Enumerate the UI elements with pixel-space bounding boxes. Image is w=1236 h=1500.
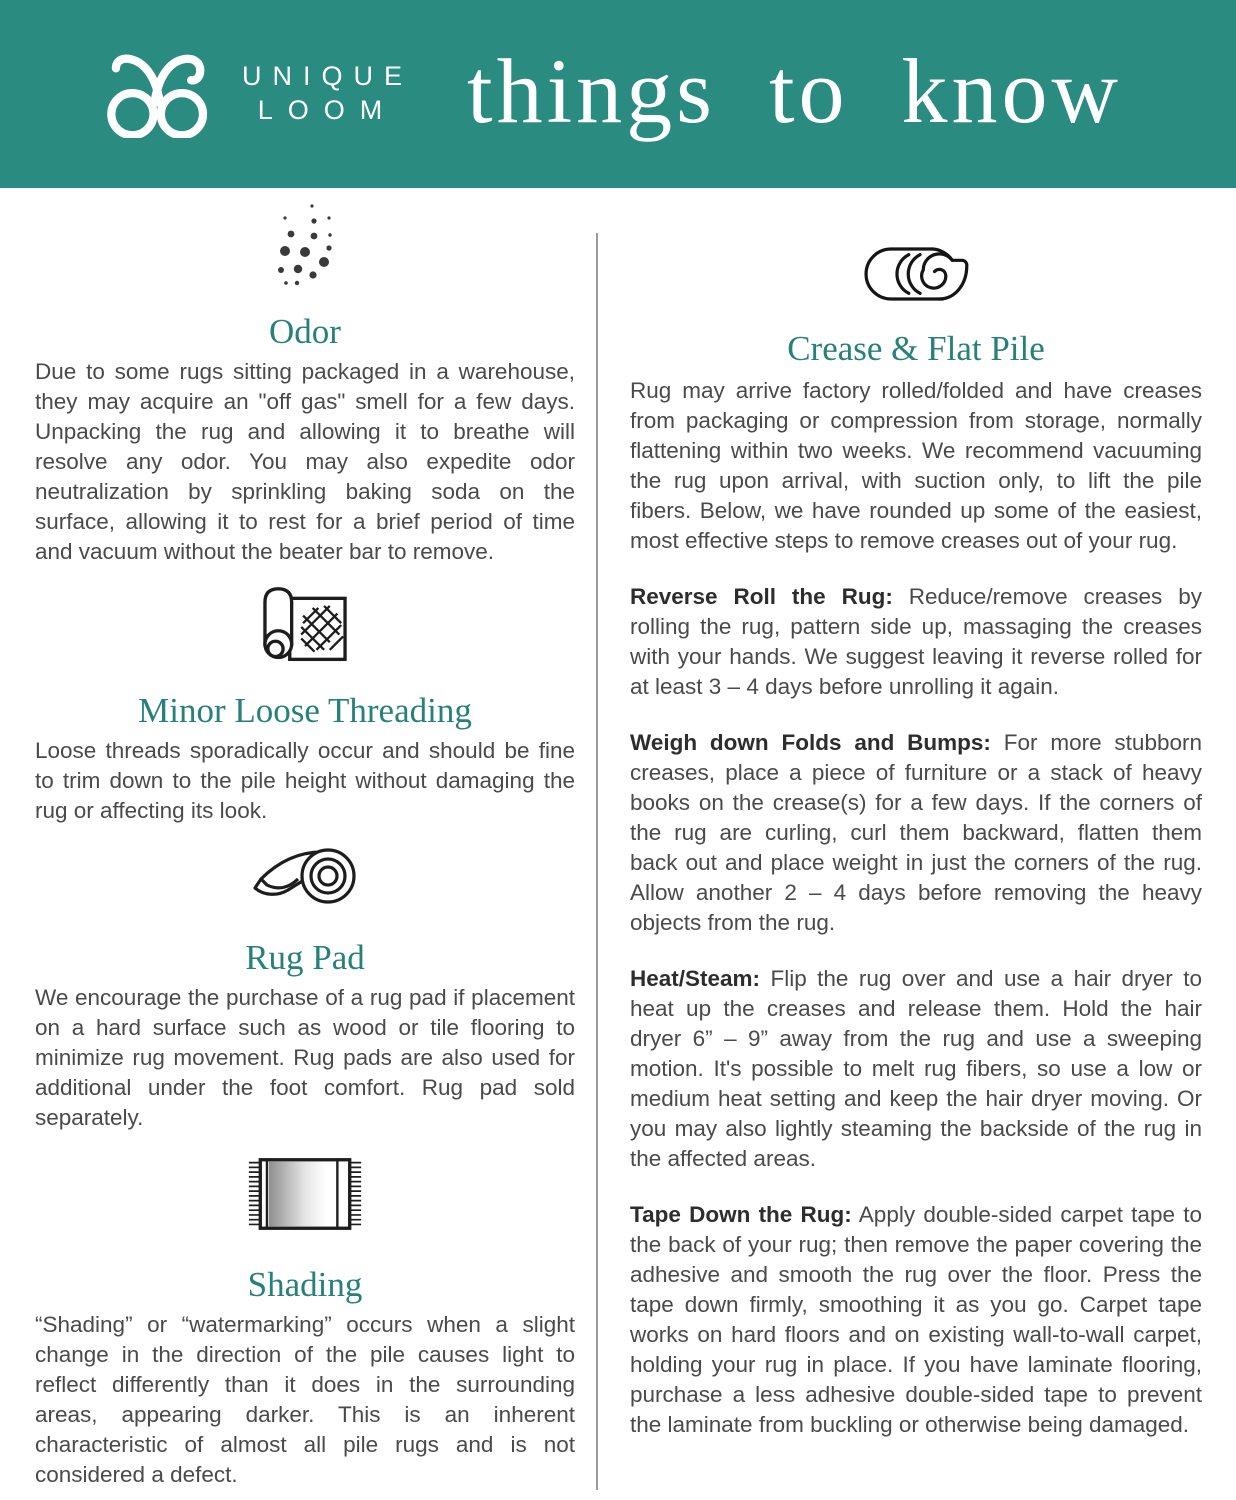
section-body-odor: Due to some rugs sitting packaged in a warehouse, they may acquire an "off gas" smell for a few days. Unpacking the rug and allowing it to breathe will resolve any odor. You may also expedite odor neutralization by sprinkling baking soda on the surface, allowing it to rest for a brief period of time and vacuum without the beater bar to remove. (35, 359, 575, 564)
rug-pad-roll-icon (35, 846, 575, 913)
tip-tape-down-text: Apply double-sided carpet tape to the back of your rug; then remove the paper covering the adhesive and smooth the rug over the floor. Press the tape down firmly, smoothing it as you go. Carpet tape works on hard floors and on existing wall-to-wall carpet, holding your rug in place. If you have laminate flooring, purchase a less adhesive double-sided tape to prevent the laminate from buckling or otherwise being damaged. (630, 1202, 1202, 1437)
section-title-rug-pad: Rug Pad (245, 938, 365, 977)
tip-heat-steam-label: Heat/Steam: (630, 966, 761, 991)
tip-heat-steam (630, 964, 1202, 1174)
tip-weigh-down (630, 728, 1202, 938)
left-column (35, 188, 575, 1500)
brand-name-line1: UNIQUE (242, 61, 414, 92)
tip-heat-steam-text: Flip the rug over and use a hair dryer to heat up the creases and release them. Hold the hair dryer 6” – 9” away from the rug and use a sweeping motion. It's possible to melt rug fibers, so use a low or medium heat setting and keep the hair dryer moving. Or you may also lightly steaming the backside of the rug in the affected areas. (630, 966, 1202, 1171)
section-title-crease: Crease & Flat Pile (787, 329, 1045, 368)
tip-reverse-roll-label: Reverse Roll the Rug: (630, 584, 893, 609)
tip-tape-down-label: Tape Down the Rug: (630, 1202, 852, 1227)
rolled-rug-crosshatch-icon (35, 585, 575, 672)
shaded-rug-fringe-icon (35, 1155, 575, 1238)
brand (100, 50, 413, 138)
brand-name (242, 60, 413, 128)
unique-loom-logo-icon (100, 50, 218, 138)
crease-intro: Rug may arrive factory rolled/folded and have creases from packaging or compression from storage, normally flattening within two weeks. We recommend vacuuming the rug upon arrival, with suction only, to lift the pile fibers. Below, we have rounded up some of the easiest, most effective steps to remove creases out of your rug. (630, 378, 1202, 553)
tip-weigh-down-text: For more stubborn creases, place a piece of furniture or a stack of heavy books on the crease(s) for a few days. If the corners of the rug are curling, curl them backward, flatten them back out and place weight in just the corners of the rug. Allow another 2 – 4 days before removing the heavy objects from the rug. (630, 730, 1202, 935)
odor-particles-icon (35, 202, 575, 293)
section-title-threading: Minor Loose Threading (138, 691, 472, 730)
section-title-shading: Shading (247, 1265, 363, 1304)
page-title: things to know (467, 40, 1122, 142)
tip-reverse-roll-text: Reduce/remove creases by rolling the rug, pattern side up, massaging the creases with your hands. We suggest leaving it reverse rolled for at least 3 – 4 days before unrolling it again. (630, 584, 1202, 699)
column-divider (596, 233, 598, 1490)
section-body-rug-pad: We encourage the purchase of a rug pad if placement on a hard surface such as wood or tile flooring to minimize rug movement. Rug pads are also used for additional under the foot comfort. Rug pad sold separately. (35, 985, 575, 1130)
brand-name-line2: LOOM (257, 95, 398, 125)
section-body-shading: “Shading” or “watermarking” occurs when a slight change in the direction of the pile causes light to reflect differently than it does in the surrounding areas, appearing darker. This is an inherent characteristic of almost all pile rugs and is not considered a defect. (35, 1312, 575, 1487)
section-title-odor: Odor (269, 312, 341, 351)
header-banner (0, 0, 1236, 188)
tip-reverse-roll (630, 582, 1202, 702)
tip-tape-down (630, 1200, 1202, 1440)
rolled-rug-spiral-icon (630, 245, 1202, 308)
section-body-threading: Loose threads sporadically occur and should be fine to trim down to the pile height without damaging the rug or affecting its look. (35, 738, 575, 823)
right-column (630, 188, 1202, 1500)
content (0, 188, 1236, 1500)
tip-weigh-down-label: Weigh down Folds and Bumps: (630, 730, 991, 755)
